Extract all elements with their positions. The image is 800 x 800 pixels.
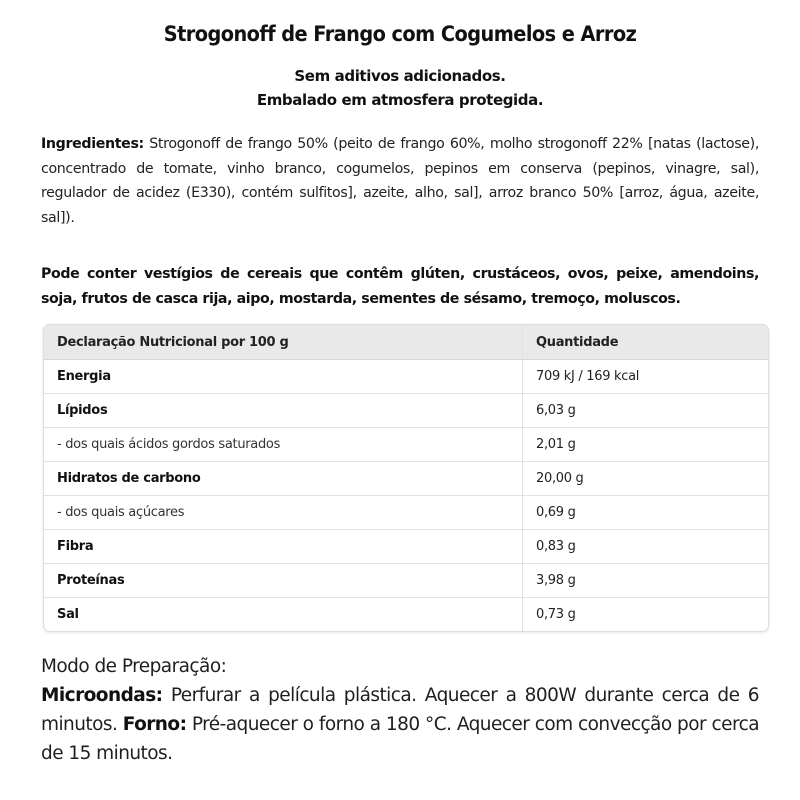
header-nutrition-declaration: Declaração Nutricional por 100 g: [44, 325, 523, 360]
header-quantity: Quantidade: [523, 325, 769, 360]
preparation-heading: Modo de Preparação:: [41, 656, 227, 677]
table-row: [44, 394, 768, 428]
nutrient-value: 2,01 g: [523, 428, 769, 462]
microwave-label: Microondas:: [41, 685, 163, 706]
nutrient-name: Fibra: [44, 530, 523, 564]
nutrient-name: Sal: [44, 598, 523, 632]
ingredients-text: Strogonoff de frango 50% (peito de frango 60%, molho strogonoff 22% [natas (lactose), concentrado de tomate, vinho branco, cogumelos, pepinos em conserva (pepinos, vinagre, sal), regulador de acidez (E330), contém sulfitos], azeite, alho, sal], arroz branco 50% [arroz, água, azeite, sal]).: [41, 136, 759, 226]
table-row: [44, 564, 768, 598]
nutrient-value: 3,98 g: [523, 564, 769, 598]
nutrient-value: 0,73 g: [536, 607, 576, 622]
table-row: [44, 462, 768, 496]
ingredients-paragraph: [41, 132, 759, 230]
table-row: [44, 360, 768, 394]
ingredients-label: Ingredientes:: [41, 136, 144, 152]
nutrient-name: Lípidos: [44, 394, 523, 428]
nutrient-value: 0,83 g: [523, 530, 769, 564]
table-row: [44, 530, 768, 564]
product-title: Strogonoff de Frango com Cogumelos e Arroz: [163, 22, 637, 46]
nutrient-name: - dos quais açúcares: [44, 496, 523, 530]
microwave-instructions: Perfurar a película plástica. Aquecer a 800W durante cerca de 6 minutos.: [41, 685, 759, 735]
preparation-section: [41, 652, 759, 768]
subtitle-packaging: Embalado em atmosfera protegida.: [256, 91, 544, 109]
table-row: [44, 428, 768, 462]
oven-label: Forno:: [122, 714, 187, 735]
table-row: [44, 496, 768, 530]
table-row: [44, 598, 768, 632]
oven-instructions: Pré-aquecer o forno a 180 °C. Aquecer com convecção por cerca de 15 minutos.: [41, 714, 759, 764]
nutrient-value: 6,03 g: [523, 394, 769, 428]
subtitle-no-additives: Sem aditivos adicionados.: [294, 67, 506, 85]
nutrient-name: Hidratos de carbono: [44, 462, 523, 496]
table-header-row: [44, 325, 768, 360]
preparation-instructions: [41, 681, 759, 768]
nutrient-value: 709 kJ / 169 kcal: [523, 360, 769, 394]
nutrient-name: Proteínas: [44, 564, 523, 598]
allergens-warning: Pode conter vestígios de cereais que contêm glúten, crustáceos, ovos, peixe, amendoins, soja, frutos de casca rija, aipo, mostarda, sementes de sésamo, tremoço, moluscos.: [41, 266, 759, 307]
nutrient-name: Energia: [44, 360, 523, 394]
nutrition-table: [43, 324, 769, 632]
nutrient-value: 20,00 g: [523, 462, 769, 496]
nutrient-name: - dos quais ácidos gordos saturados: [44, 428, 523, 462]
nutrient-value: 0,69 g: [523, 496, 769, 530]
